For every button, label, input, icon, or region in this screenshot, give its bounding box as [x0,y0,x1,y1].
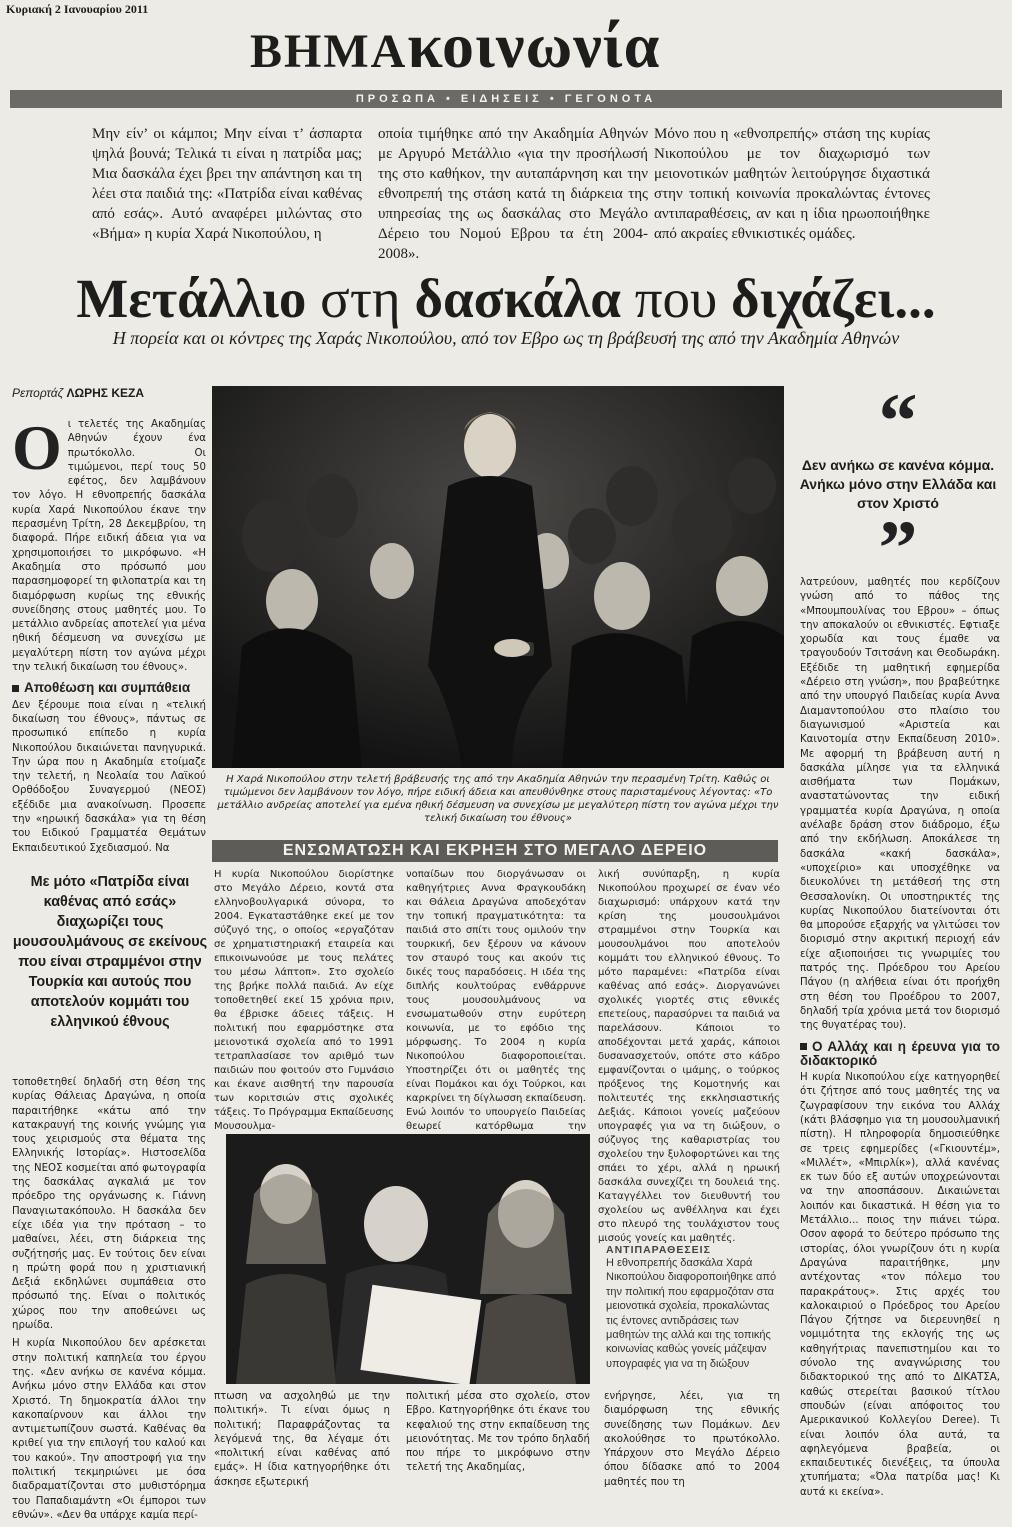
caption-title: ΑΝΤΙΠΑΡΑΘΕΣΕΙΣ [606,1244,711,1256]
left-column-lower [12,1076,206,1527]
box-section-title: ΕΝΣΩΜΑΤΩΣΗ ΚΑΙ ΕΚΡΗΞΗ ΣΤΟ ΜΕΓΑΛΟ ΔΕΡΕΙΟ [212,840,778,862]
headline-word: διχάζει... [730,268,936,329]
intro-column-3: Μόνο που η «εθνοπρεπής» στάση της κυρίας Νικοπούλου με τον διαχωρισμό των μειονοτικών μαθητών λειτούργησε διχαστικά στην τοπική κοινωνία προκαλώντας έντονες αντιπαραθέσεις, αν και η ίδια ηρωοποιήθηκε από ακραίες εθνικιστικές ομάδες. [654,126,930,242]
children-photo [226,1134,590,1384]
byline-author: ΛΩΡΗΣ ΚΕΖΑ [66,386,144,400]
bottom-column-3: ενήργησε, λέει, για τη διαμόρφωση της εθνικής συνείδησης των Πομάκων. Δεν ακολούθησε το πρωτόκολλο. Υπάρχουν στο Μεγάλο Δέρειο όπου δίδασκε από το 2004 μαθητές που τη [604,1391,780,1488]
section-banner: ΠΡΟΣΩΠΑ • ΕΙΔΗΣΕΙΣ • ΓΕΓΟΝΟΤΑ [10,90,1002,108]
intro-column-1: Μην είν’ οι κάμποι; Μην είναι τ’ άσπαρτα ψηλά βουνά; Τελικά τι είναι η πατρίδα μας; Μια δασκάλα έχει βρει την απάντηση και τη λέει στα παιδιά της: «Πατρίδα είναι καθένας από εσάς». Αυτό αναφέρει μιλώντας στο «Βήμα» η κυρία Χαρά Νικοπούλου, η [92,126,362,242]
open-quote-icon: “ [878,377,918,464]
article-paragraph: ι τελετές της Ακαδημίας Αθηνών έχουν ένα πρωτόκολλο. Οι τιμώμενοι, περί τους 50 εφέτος, δεν λαμβάνουν τον λόγο. Η εθνοπρεπής δασκάλα κυρία Χαρά Νικοπούλου έκανε την περασμένη Τρίτη, 28 Δεκεμβρίου, τη διαφορά. Πήρε ειδική άδεια για να χρησιμοποιήσει το μικρόφωνο. «Η Ακαδημία στο πρόσωπό μου παρασημοφορεί τη φιλοπατρία και τη διαμόρφωση κυρίως της εθνικής συνείδησης στους μαθητές μου. Το μετάλλιο ανδρείας αποτελεί για μένα ηθική δέσμευση να συνεχίσω με μεγαλύτερη πίστη τον αγώνα μέχρι την τελική δικαίωση του έθνους». [12,419,206,674]
bottom-column-1: πτωση να ασχοληθώ με την πολιτική». Τι είναι όμως η πολιτική; Παραφράζοντας τα λεγόμενά της, θα λέγαμε ότι «πολιτική είναι καθένας από εμάς». Η ίδια κατηγορήθηκε ότι άσκησε εξωτερική [214,1391,390,1488]
square-bullet-icon [12,685,19,692]
subheadline: Η πορεία και οι κόντρες της Χαράς Νικοπούλου, από τον Εβρο ως τη βράβευσή της από την Ακαδημία Αθηνών [112,328,900,348]
quote-box [794,377,1002,591]
headline-word: στη [320,268,401,329]
subtitle-allah [800,1040,1000,1069]
article-paragraph: τοποθετηθεί δηλαδή στη θέση της κυρίας Θάλειας Δραγώνα, η οποία παραιτήθηκε «κάτω από την κατακραυγή της κοινής γνώμης για τους χειρισμούς στα θέματα της Ελληνικής Ιστορίας». Ηιστοσελίδα της ΝΕΟΣ κοσμείται από φωτογραφία της δασκάλας αγκαλιά με τον πρόεδρο της οργάνωσης κ. Γιάννη Παναγιωτακόπουλο. Η δασκάλα δεν είχε ιδέα για την πρόταση – το μαθαίνει, λέει, στη διάρκεια της συζήτησής μας. Εν τούτοις δεν είναι η πρώτη φορά που η χριστιανική Δεξιά εκδηλώνει συμπάθεια στο πρόσωπό της. Είναι ο πολιτικός χώρος που την αποθεώνει ως ηρωίδα. [12,1077,206,1332]
article-paragraph: Δεν ξέρουμε ποια είναι η «τελική δικαίωση του έθνους», πάντως σε προσωπικό επίπεδο η κυρία Νικοπούλου δικαιώνεται πανηγυρικά. Την ώρα που η Ακαδημία ετοίμαζε την τελετή, η Νεολαία του Λαϊκού Ορθόδοξου Συναγερμού (ΝΕΟΣ) εξέδιδε μια ανακοίνωση. Προσεπε την «ηρωική δασκάλα» για τη θέση του Ειδικού Γραμματέα Θεμάτων Εκπαιδευτικού Σχεδιασμού. Να [12,699,206,854]
headline-word: δασκάλα [414,268,621,329]
quote-text: Δεν ανήκω σε κανένα κόμμα. Ανήκω μόνο στην Ελλάδα και στον Χριστό [799,457,997,511]
headline [26,270,986,328]
subtitle-apotheosis [12,681,206,695]
box-column-3: λική συνύπαρξη, η κυρία Νικοπούλου προχωρεί σε έναν νέο διαχωρισμό: υπάρχουν κατά την κρίση της μουσουλμάνοι στραμμένοι στην Τουρκία και μουσουλμάνοι που αποτελούν κομμάτι του ελληνικού έθνους. Το μότο παραμένει: «Πατρίδα είναι καθένας από εσάς». Διοργανώνει σχολικές γιορτές στις εθνικές επετείους, παρασύρνει τα παιδιά να παρελάσουν. Κάποιοι το αποδέχονται μετά χαράς, κάποιοι δυσανασχετούν, οπότε στο κάδρο εμφανίζονται ο ιμάμης, ο τούρκος πρόξενος της Κομοτηνής και πολιτευτές της εκκλησιαστικής Δεξιάς. Κάποιοι γονείς μαζεύουν υπογραφές για να τη διώξουν, ο σύζυγος της καθαριστρίας του σχολείου την ξυλοφορτώνει και της σπάει το χέρι, αλλά η ηρωική δασκάλα συνεχίζει τη δουλειά της. Καταγγέλλει τον διευθυντή του σχολείου ως ανθέλληνα και έχει στο πλευρό της τουλάχιστον τους μισούς γονείς και μαθητές. [598,869,780,1244]
pull-quote: Με μότο «Πατρίδα είναι καθένας από εσάς» διαχωρίζει τους μουσουλμάνους σε εκείνους που είναι στραμμένοι στην Τουρκία και αυτούς που αποτελούν κομμάτι του ελληνικού έθνους [12,874,208,1030]
masthead [250,10,661,81]
headline-word: που [634,268,718,329]
ceremony-photo-image [212,386,784,768]
byline [12,386,144,400]
byline-label: Ρεπορτάζ [12,386,64,400]
subtitle-text: Αποθέωση και συμπάθεια [24,680,191,696]
main-photo-caption: Η Χαρά Νικοπούλου στην τελετή βράβευσής της από την Ακαδημία Αθηνών την περασμένη Τρίτη. Καθώς οι τιμώμενοι δεν λαμβάνουν τον λόγο, πήρε ειδική άδεια και απευθύνθηκε στους παρισταμένους λέγοντας: «Το μετάλλιο ανδρείας αποτελεί για εμένα ηθική δέσμευση να συνεχίσω με μεγαλύτερη πίστη τον αγώνα μέχρι την τελική δικαίωση του έθνους» [217,774,779,824]
right-column [800,576,1000,1504]
masthead-section: κοινωνία [407,10,661,81]
box-column-1: Η κυρία Νικοπούλου διορίστηκε στο Μεγάλο Δέρειο, κοντά στα ελληνοβουλγαρικά σύνορα, το 2004. Εγκαταστάθηκε εκεί με τον σύζυγό της, ο οποίος «εργαζόταν σε χρηματιστηριακή εταιρεία και επικοινωνούσε με τους πελάτες του μέσω λάπτοπ». Στο σχολείο της βρήκε πολλά παιδιά. Αν είχε τοποθετηθεί εκεί 15 χρόνια πριν, θα έβρισκε άδειες τάξεις. Η πολιτική που εφαρμόστηκε στα μειονοτικά σχολεία από το 1991 τετραπλασίασε τον αριθμό των παιδιών που φοιτούν στο Γυμνάσιο και έκανε αισθητή την παρουσία των κοριτσιών στις σχολικές τάξεις. Το Πρόγραμμα Εκπαίδευσης Μουσουλμα- [214,869,395,1132]
article-paragraph: λατρεύουν, μαθητές που κερδίζουν γνώση από το πάθος της «Μπουμπουλίνας του Εβρου» – όπως την αποκαλούν οι εθνικιστές. Εφτιαξε χορωδία και τους έμαθε να τραγουδούν Τσιτσάνη και Θεοδωράκη. Εξέδιδε τη μαθητική εφημερίδα «Δέρειο στη γνώση», που βραβεύτηκε από την υπουργό Παιδείας κυρία Αννα Διαμαντοπούλου στο πλαίσιο του διαγωνισμού «Αριστεία και Καινοτομία στην Εκπαίδευση 2010». Με αφορμή τη βράβευση αυτή η δασκάλα μίλησε για τα ελληνικά αισθήματα των Πομάκων, αναστατώνοντας την ειδική γραμματέα κυρία Δραγώνα, η οποία ανέλαβε δράση στον διάδρομο, έξω από την εκδήλωση. Αποκάλεσε τη δασκάλα «κακή δασκάλα», «υποχείριο» και υποσχέθηκε να διευκολύνει τη μετάθεσή της στη Θεσσαλονίκη. Οι υποστηρικτές της κυρίας Νικοπούλου διατείνονται ότι θα μπορούσε εξαρχής να γλιτώσει τον διορισμό στην ακριτική περιοχή εάν είχε αξιοποιήσει τις γνωριμίες του πατρός της. Πρόεδρου του Αρείου Πάγου (η αλήθεια είναι ότι προήχθη στη θέση του Προέδρου το 2007, δηλαδή τρία χρόνια μετά τον διορισμό της θυγατέρας του). [800,577,1000,1032]
square-bullet-icon [800,1043,807,1050]
article-paragraph: Η κυρία Νικοπούλου είχε κατηγορηθεί ότι ζήτησε από τους μαθητές της να ζωγραφίσουν την εικόνα του Αλλάχ (κάτι βλάσφημο για τη μουσουλμανική πίστη). Η πληροφορία δημοσιεύθηκε σε τρεις εφημερίδες («Γκιουντέμ», «Μιλλέτ», «Μπιρλίκ»), αλλά κανένας εκ των δύο εξ αυτών υποχρεώνονται να την αποσπάσουν. Δικαιώνεται λοιπόν και δικαστικά. Η θέση για το Μετάλλιο... ποιος την πιάνει τώρα. Οσον αφορά το δεύτερο πρόσωπο της ιστορίας, όλοι γνωρίζουν ότι η κυρία Δραγώνα παραιτήθηκε, μην αντέχοντας «τον πόλεμο του παρακράτους». Στις αρχές του καλοκαιριού ο Πρόεδρος του Αρείου Πάγου ζήτησε να διερευνηθεί η νομιμότητα της εκλογής της ως καθηγήτριας πανεπιστημίου και το σύνολο της αναγνώρισης του διδακτορικού της από το ΔΙΚΑΤΣΑ, καθώς στερείται βασικού τίτλου σπουδών (είναι απόφοιτος του Αμερικανικού Κολλεγίου Deree). Τι είναι λοιπόν όλα αυτά, τα αφηλεγόμενα βραβεία, οι εκπαιδευτικές διενέξεις, τα ύπουλα χτυπήματα; «Όλα πατρίδα μας! Κι αυτά κι εκείνα». [800,1072,1000,1498]
box-column-2: νοπαίδων που διοργάνωσαν οι καθηγήτριες Αννα Φραγκουδάκη και Θάλεια Δραγώνα αποδεχόταν την τοπική πραγματικότητα: τα παιδιά στο σπίτι τους ομιλούν την τουρκική, δεν ξέρουν να κάνουν τον σταυρό τους και ακούν τις δικές τους παραδόσεις. Η ιδέα της διπλής κουλτούρας ενθάρρυνε τους μουσουλμάνους να ενσωματωθούν στην ευρύτερη κοινωνία, με το εφόδιο της μόρφωσης. Το 2004 η κυρία Νικοπούλου διαφοροποιείται. Υποστηρίζει ότι οι μαθητές της είναι Πομάκοι και όχι Τούρκοι, και καρκρίνει τη δίγλωσση εκπαίδευση. Ενώ λοιπόν το υπουργείο Παιδείας θεωρεί κατόρθωμα την [406,869,586,1132]
masthead-brand: ΒΗΜΑ [250,25,408,78]
children-photo-image [226,1134,590,1384]
intro-column-2: οποία τιμήθηκε από την Ακαδημία Αθηνών με Αργυρό Μετάλλιο «για την προσήλωσή της στο καθήκον, την αυταπάρνηση και την εθνοπρεπή της στάση κατά τη διάρκεια της υπηρεσίας της ως δασκάλας στο Μεγάλο Δέρειο του Νομού Εβρου τα έτη 2004-2008». [378,126,648,262]
second-photo-caption [606,1244,782,1371]
headline-word: Μετάλλιο [76,268,307,329]
article-paragraph: Η κυρία Νικοπούλου δεν αρέσκεται στην πολιτική καπηλεία του έργου της. «Δεν ανήκω σε κανένα κόμμα. Ανήκω μόνο στην Ελλάδα και στον Χριστό. Τη δημοκρατία άλλοι την κακοπαίρνουν και άλλοι την αντιμετωπίζουν σωστά. Καθένας θα κριθεί για την επιλογή του καλού και του κακού». Την αποστροφή για την πολιτική τεκμηριώνει με όσα διαδραματίζονται στο μυθιστόρημα του Παπαδιαμάντη «Οι έμποροι των εθνών». «Δεν θα υπάρχε καμία περί- [12,1338,206,1521]
main-photo [212,386,784,768]
caption-text: Η εθνοπρεπής δασκάλα Χαρά Νικοπούλου διαφοροποιήθηκε από την πολιτική που εφαρμοζόταν στα μειονοτικά σχολεία, προκαλώντας τις έντονες αντιδράσεις των μαθητών της αλλά και της τοπικής κοινωνίας καθώς γονείς μάζεψαν υπογραφές για να τη διώξουν [606,1257,777,1370]
left-column [12,412,206,860]
close-quote-icon: ” [878,504,918,591]
subtitle-text: Ο Αλλάχ και η έρευνα για το διδακτορικό [800,1038,1000,1068]
issue-date: Κυριακή 2 Ιανουαρίου 2011 [6,2,149,16]
drop-cap: Ο [12,412,62,483]
bottom-column-2: πολιτική μέσα στο σχολείο, στον Εβρο. Κατηγορήθηκε ότι έκανε του κεφαλιού της στην εκπαίδευση της μειονότητας. Με τον τρόπο δηλαδή που πήρε το μικρόφωνο στην τελετή της Ακαδημίας, [406,1391,590,1474]
